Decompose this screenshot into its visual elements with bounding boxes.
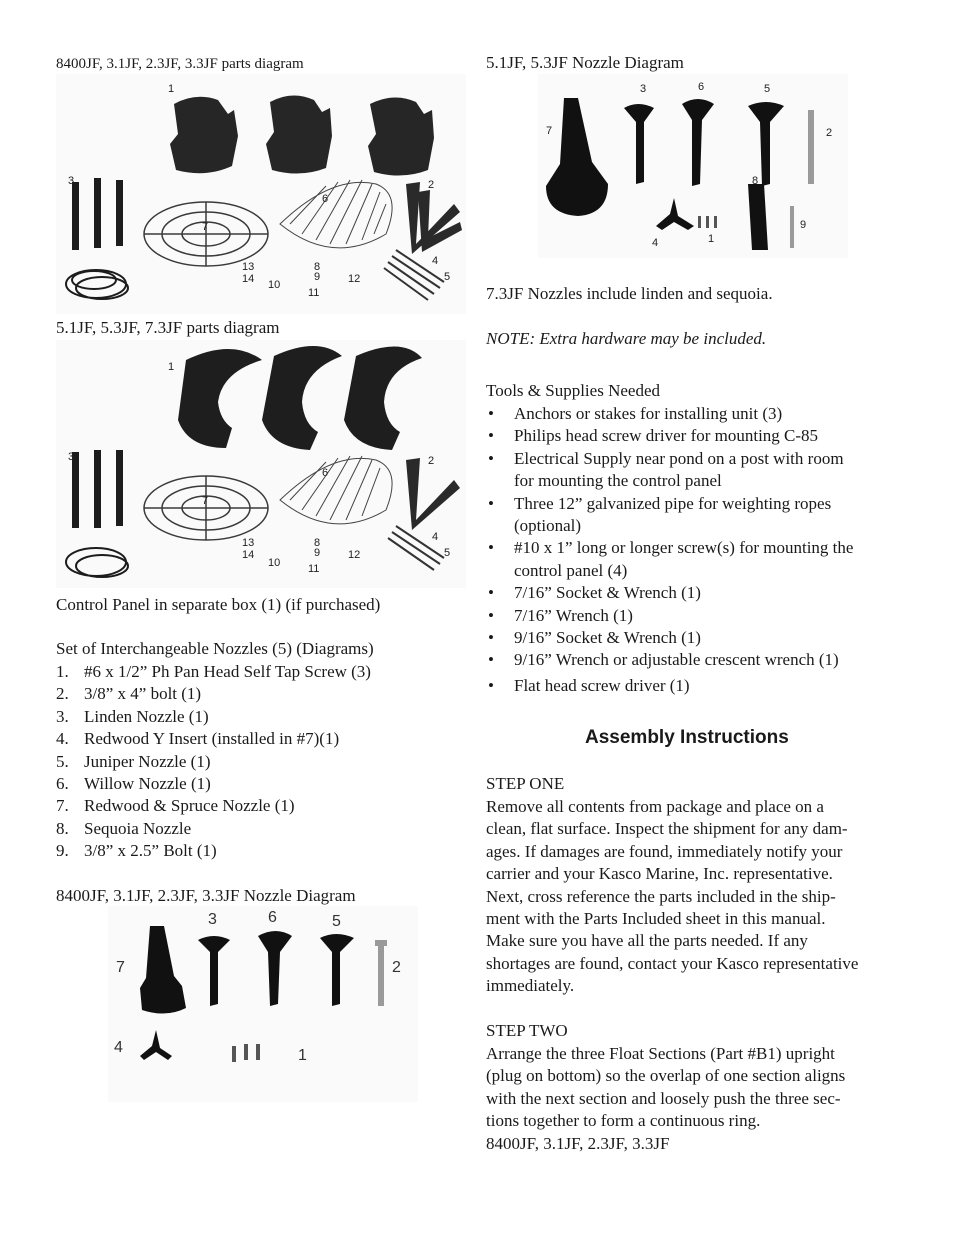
list-item: 4. Redwood Y Insert (installed in #7)(1) [56, 729, 340, 749]
svg-text:6: 6 [322, 467, 329, 479]
fig1-caption: 8400JF, 3.1JF, 2.3JF, 3.3JF parts diagram [56, 56, 304, 72]
svg-text:10: 10 [268, 557, 281, 569]
svg-text:14: 14 [242, 273, 255, 285]
tools-list [486, 403, 906, 697]
tools-title: Tools & Supplies Needed [486, 381, 660, 400]
list-item: • #10 x 1” long or longer screw(s) for mounting the control panel (4) [488, 538, 854, 580]
list-item: 9. 3/8” x 2.5” Bolt (1) [56, 841, 217, 861]
svg-text:12: 12 [348, 549, 361, 561]
list-item: 5. Juniper Nozzle (1) [56, 751, 211, 771]
svg-text:6: 6 [322, 193, 329, 205]
fig3-caption: 8400JF, 3.1JF, 2.3JF, 3.3JF Nozzle Diagram [56, 886, 356, 905]
svg-text:2: 2 [826, 127, 833, 139]
step-two-title: STEP TWO [486, 1021, 568, 1040]
nozzle-parts-list [56, 661, 371, 863]
list-item: 7. Redwood & Spruce Nozzle (1) [56, 796, 295, 816]
list-item: • Electrical Supply near pond on a post with room for mounting the control panel [488, 448, 844, 491]
svg-text:3: 3 [68, 175, 75, 187]
svg-text:1: 1 [168, 83, 175, 95]
nozzle-note: 7.3JF Nozzles include linden and sequoia. [486, 284, 773, 303]
svg-text:7: 7 [202, 495, 209, 507]
float-section-icon [170, 95, 434, 175]
svg-text:7: 7 [546, 125, 553, 137]
svg-text:8: 8 [752, 175, 759, 187]
nozzle-set-title: Set of Interchangeable Nozzles (5) (Diagrams) [56, 639, 374, 658]
control-panel-line: Control Panel in separate box (1) (if purchased) [56, 595, 381, 614]
nozzle-diagram-8400jf [108, 906, 418, 1102]
svg-text:14: 14 [242, 549, 255, 561]
nozzle-diagram-5-1jf [538, 74, 848, 258]
svg-text:6: 6 [698, 81, 705, 93]
list-item: 2. 3/8” x 4” bolt (1) [56, 684, 202, 704]
svg-text:11: 11 [308, 287, 320, 299]
step-one-title: STEP ONE [486, 774, 565, 793]
svg-text:3: 3 [68, 451, 75, 463]
fig4-caption: 5.1JF, 5.3JF Nozzle Diagram [486, 53, 684, 72]
list-item: • Flat head screw driver (1) [488, 675, 690, 695]
svg-text:5: 5 [444, 547, 451, 559]
svg-text:9: 9 [800, 219, 807, 231]
svg-text:6: 6 [268, 909, 277, 926]
svg-text:7: 7 [116, 959, 125, 976]
parts-diagram-5-1jf [56, 340, 466, 588]
svg-text:5: 5 [764, 83, 771, 95]
list-item: 8. Sequoia Nozzle [56, 818, 192, 838]
svg-text:8: 8 [314, 537, 321, 549]
list-item: • 7/16” Socket & Wrench (1) [488, 583, 701, 603]
svg-text:5: 5 [444, 271, 451, 283]
list-item: • 7/16” Wrench (1) [488, 605, 633, 625]
svg-text:1: 1 [168, 361, 175, 373]
svg-text:9: 9 [314, 547, 321, 559]
svg-text:12: 12 [348, 273, 361, 285]
svg-text:1: 1 [298, 1047, 307, 1064]
svg-text:3: 3 [208, 911, 217, 928]
svg-text:13: 13 [242, 261, 255, 273]
svg-text:2: 2 [428, 455, 435, 467]
step-one-text: Remove all contents from package and place on a clean, flat surface. Inspect the shipment for any dam- ages. If damages are found, immediately notify your carrier and your Kasco Marine, Inc. representative. Next, cross reference the parts included in the ship- ment with the Parts Included sheet in this manual. Make sure you have all the parts needed. If any shortages are found, contact your Kasco representative immediately. [486, 797, 859, 996]
svg-text:4: 4 [114, 1039, 123, 1056]
svg-text:3: 3 [640, 83, 647, 95]
svg-text:7: 7 [202, 221, 209, 233]
list-item: • Anchors or stakes for installing unit (3) [488, 404, 783, 423]
svg-text:2: 2 [428, 179, 435, 191]
step-two-text: Arrange the three Float Sections (Part #B1) upright (plug on bottom) so the overlap of one section aligns with the next section and loosely push the three sec- tions together to form a continuous ring. 8400JF, 3.1JF, 2.3JF, 3.3JF [486, 1044, 846, 1153]
extra-hardware-note: NOTE: Extra hardware may be included. [486, 329, 767, 348]
list-item: • 9/16” Wrench or adjustable crescent wrench (1) [488, 650, 839, 670]
svg-text:4: 4 [432, 255, 439, 267]
list-item: • Three 12” galvanized pipe for weighting ropes (optional) [488, 493, 832, 536]
fig2-caption: 5.1JF, 5.3JF, 7.3JF parts diagram [56, 318, 280, 337]
svg-text:11: 11 [308, 563, 320, 575]
svg-text:13: 13 [242, 537, 255, 549]
assembly-heading: Assembly Instructions [585, 727, 789, 748]
list-item: • Philips head screw driver for mounting C-85 [488, 426, 819, 446]
svg-text:9: 9 [314, 271, 321, 283]
list-item: 3. Linden Nozzle (1) [56, 706, 209, 726]
svg-text:5: 5 [332, 913, 341, 930]
list-item: 6. Willow Nozzle (1) [56, 774, 211, 794]
svg-text:2: 2 [392, 959, 401, 976]
list-item: • 9/16” Socket & Wrench (1) [488, 628, 701, 648]
svg-text:8: 8 [314, 261, 321, 273]
svg-text:4: 4 [432, 531, 439, 543]
svg-text:10: 10 [268, 279, 281, 291]
svg-text:4: 4 [652, 237, 659, 249]
list-item: 1. #6 x 1/2” Ph Pan Head Self Tap Screw (3) [56, 662, 371, 681]
grate-icon [144, 202, 268, 266]
parts-diagram-8400jf [56, 74, 466, 314]
svg-text:1: 1 [708, 233, 715, 245]
